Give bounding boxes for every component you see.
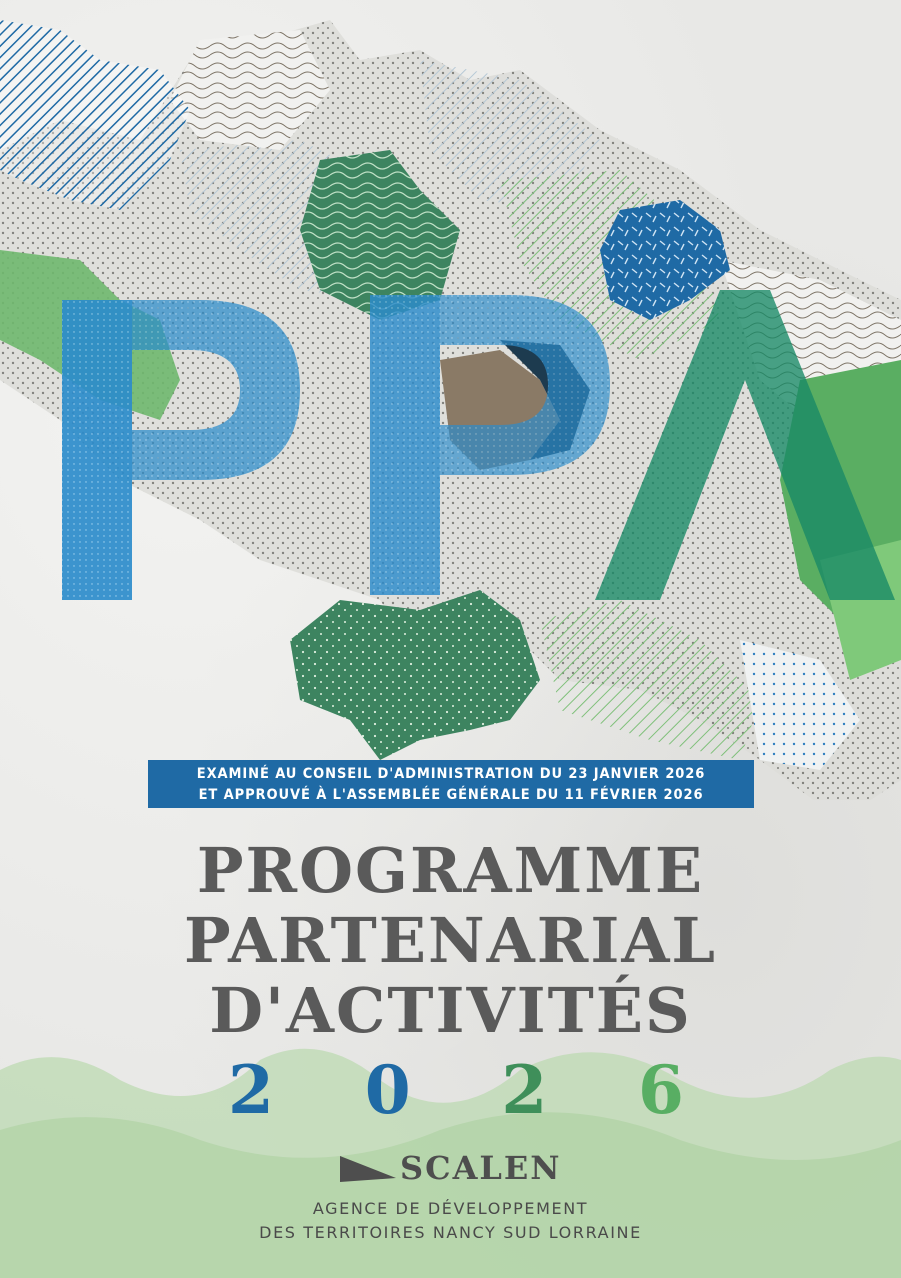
year-digit: 2: [228, 1051, 274, 1129]
title-line-3: D'ACTIVITÉS: [209, 974, 692, 1047]
title-line-2: PARTENARIAL: [183, 904, 718, 977]
year: [226, 1051, 686, 1129]
year-digit: 0: [364, 1051, 411, 1129]
logo-name: SCALEN: [400, 1149, 562, 1187]
approval-line-2: ET APPROUVÉ À L'ASSEMBLÉE GÉNÉRALE DU 11 FÉVRIER 2026: [198, 787, 704, 803]
approval-line-1: EXAMINÉ AU CONSEIL D'ADMINISTRATION DU 23 JANVIER 2026: [196, 766, 706, 782]
scalen-logo: [340, 1150, 580, 1186]
title-line-1: PROGRAMME: [196, 834, 705, 907]
scalen-triangle-icon: [340, 1156, 396, 1182]
logo-tagline-2: DES TERRITOIRES NANCY SUD LORRAINE: [259, 1223, 642, 1242]
year-digit: 6: [638, 1051, 684, 1129]
year-digit: 2: [501, 1051, 548, 1129]
approval-banner: [148, 760, 754, 808]
logo-tagline-1: AGENCE DE DÉVELOPPEMENT: [312, 1199, 589, 1218]
